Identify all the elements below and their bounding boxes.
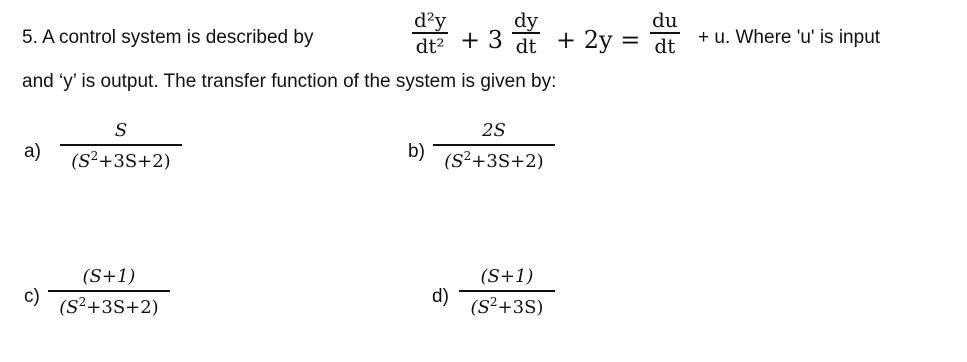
option-numerator: 2S [482,120,506,141]
option-label: d) [432,286,449,307]
option-numerator: S [114,120,128,141]
fraction-denominator: dt [515,33,537,58]
option-numerator: (S+1) [480,266,534,287]
option-fraction [459,268,555,317]
fraction-bar [60,144,182,146]
option-fraction [433,122,555,171]
fraction-denominator: dt [654,33,676,58]
plus-two-y-equals: + 2y = [556,26,641,54]
question-line-2: and ‘y’ is output. The transfer function of the system is given by: [22,71,557,92]
question-suffix: + u. Where 'u' is input [698,27,881,48]
option-fraction [48,268,170,317]
option-label: a) [24,141,41,162]
fraction-numerator: d²y [414,8,447,32]
fraction-bar [48,290,170,292]
option-denominator: $(S^2+3S+2)$ [71,148,171,172]
option-fraction [60,122,182,171]
fraction-bar [433,144,555,146]
fraction-numerator: du [652,8,678,32]
plus-three: + 3 [460,26,504,54]
fraction-du-dt [650,10,680,56]
option-numerator: (S+1) [82,266,136,287]
option-denominator: $(S^2+3S+2)$ [444,148,544,172]
fraction-d2y-dt2 [412,10,448,56]
fraction-denominator: dt² [415,33,445,58]
fraction-bar [459,290,555,292]
question-line-1 [22,8,952,70]
option-label: c) [24,286,40,307]
option-denominator: $(S^2+3S+2)$ [59,294,159,318]
option-denominator: $(S^2+3S)$ [470,294,544,318]
option-label: b) [408,141,425,162]
fraction-numerator: dy [514,8,539,32]
fraction-dy-dt [512,10,540,56]
question-prefix: 5. A control system is described by [22,27,314,48]
